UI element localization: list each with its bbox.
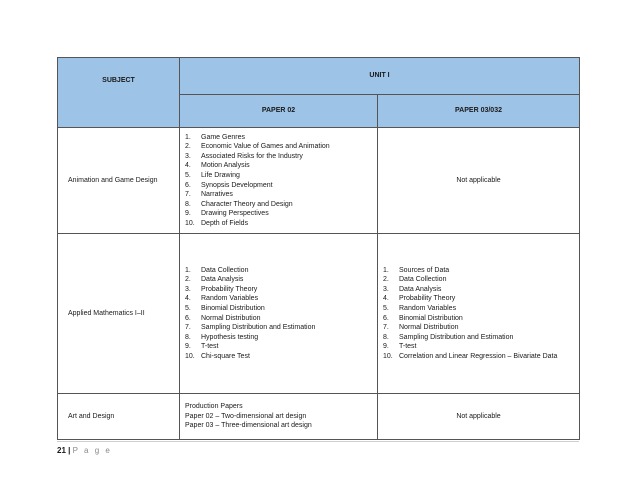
paper03-cell: Not applicable: [378, 128, 580, 234]
paper03-header: PAPER 03/032: [378, 94, 580, 127]
subject-cell: Applied Mathematics I–II: [58, 234, 180, 394]
item-number: 4.: [383, 295, 389, 303]
list-item: [185, 304, 372, 314]
item-number: 6.: [383, 314, 389, 322]
item-text: Motion Analysis: [201, 162, 250, 170]
list-item: [383, 342, 574, 352]
list-item: [185, 133, 372, 143]
item-text: Depth of Fields: [201, 219, 249, 227]
subject-cell: Art and Design: [58, 394, 180, 440]
text-line: Paper 03 – Three-dimensional art design: [185, 422, 312, 430]
topic-list: [185, 266, 372, 362]
page-number: 21: [57, 446, 66, 455]
item-number: 9.: [185, 343, 191, 351]
item-number: 8.: [185, 200, 191, 208]
list-item: [185, 200, 372, 210]
item-number: 3.: [383, 285, 389, 293]
item-number: 6.: [185, 314, 191, 322]
list-item: [383, 323, 574, 333]
list-item: [383, 333, 574, 343]
item-number: 4.: [185, 162, 191, 170]
list-item: [185, 161, 372, 171]
item-number: 3.: [185, 285, 191, 293]
item-text: Random Variables: [201, 295, 259, 303]
item-text: Associated Risks for the Industry: [201, 152, 303, 160]
syllabus-table: [57, 57, 580, 440]
item-text: Correlation and Linear Regression – Bivariate Data: [399, 352, 558, 360]
item-text: Normal Distribution: [201, 314, 261, 322]
item-text: Character Theory and Design: [201, 200, 293, 208]
list-item: [185, 142, 372, 152]
item-text: Game Genres: [201, 133, 245, 141]
item-text: Random Variables: [399, 304, 457, 312]
paper02-header: PAPER 02: [180, 94, 378, 127]
item-text: T-test: [399, 343, 417, 351]
paper02-cell: [180, 394, 378, 440]
paper02-cell: [180, 234, 378, 394]
list-item: [185, 266, 372, 276]
footer-divider: [57, 441, 579, 442]
item-text: Narratives: [201, 191, 233, 199]
item-text: Sources of Data: [399, 266, 450, 274]
paper02-cell: [180, 128, 378, 234]
list-item: [185, 342, 372, 352]
item-text: Data Collection: [399, 276, 447, 284]
table-row: [58, 394, 580, 440]
item-number: 5.: [185, 171, 191, 179]
item-number: 5.: [383, 304, 389, 312]
item-text: Probability Theory: [399, 295, 456, 303]
item-number: 7.: [383, 324, 389, 332]
list-item: [185, 219, 372, 229]
item-number: 8.: [383, 333, 389, 341]
item-text: Data Collection: [201, 266, 249, 274]
page-label: P a g e: [72, 446, 112, 455]
list-item: [185, 294, 372, 304]
item-text: Life Drawing: [201, 171, 240, 179]
item-number: 7.: [185, 191, 191, 199]
item-number: 1.: [383, 266, 389, 274]
subject-header: SUBJECT: [58, 58, 180, 128]
item-number: 1.: [185, 133, 191, 141]
item-number: 8.: [185, 333, 191, 341]
item-text: Binomial Distribution: [399, 314, 463, 322]
item-number: 10.: [185, 219, 195, 227]
item-text: Normal Distribution: [399, 324, 459, 332]
topic-list: [185, 133, 372, 229]
table-row: [58, 128, 580, 234]
item-number: 3.: [185, 152, 191, 160]
list-item: [383, 304, 574, 314]
item-text: Synopsis Development: [201, 181, 273, 189]
list-item: [185, 181, 372, 191]
item-text: Chi-square Test: [201, 352, 250, 360]
topic-list: [383, 266, 574, 362]
list-item: [185, 209, 372, 219]
paper03-cell: [378, 234, 580, 394]
item-number: 5.: [185, 304, 191, 312]
item-number: 9.: [185, 210, 191, 218]
list-item: [383, 314, 574, 324]
item-text: Data Analysis: [399, 285, 442, 293]
item-number: 2.: [185, 276, 191, 284]
item-number: 2.: [185, 143, 191, 151]
text-line: Paper 02 – Two-dimensional art design: [185, 412, 307, 420]
item-text: Sampling Distribution and Estimation: [399, 333, 514, 341]
list-item: [185, 333, 372, 343]
page-footer: [57, 446, 112, 455]
item-text: Probability Theory: [201, 285, 258, 293]
item-text: Sampling Distribution and Estimation: [201, 324, 316, 332]
list-item: [185, 352, 372, 362]
item-text: Drawing Perspectives: [201, 210, 269, 218]
list-item: [185, 285, 372, 295]
list-item: [185, 323, 372, 333]
list-item: [383, 275, 574, 285]
list-item: [383, 266, 574, 276]
subject-cell: Animation and Game Design: [58, 128, 180, 234]
item-number: 10.: [185, 352, 195, 360]
list-item: [383, 285, 574, 295]
item-text: Binomial Distribution: [201, 304, 265, 312]
list-item: [383, 352, 574, 362]
item-text: Data Analysis: [201, 276, 244, 284]
unit-header: UNIT I: [180, 58, 580, 95]
item-text: Hypothesis testing: [201, 333, 259, 341]
list-item: [185, 190, 372, 200]
list-item: [185, 275, 372, 285]
text-line: Production Papers: [185, 403, 243, 411]
list-item: [185, 314, 372, 324]
item-number: 10.: [383, 352, 393, 360]
footer-separator: |: [68, 446, 71, 455]
paper03-cell: Not applicable: [378, 394, 580, 440]
item-text: T-test: [201, 343, 219, 351]
item-number: 6.: [185, 181, 191, 189]
item-number: 9.: [383, 343, 389, 351]
item-number: 7.: [185, 324, 191, 332]
list-item: [185, 152, 372, 162]
item-text: Economic Value of Games and Animation: [201, 143, 330, 151]
item-number: 2.: [383, 276, 389, 284]
table-row: [58, 234, 580, 394]
list-item: [383, 294, 574, 304]
item-number: 1.: [185, 266, 191, 274]
item-number: 4.: [185, 295, 191, 303]
list-item: [185, 171, 372, 181]
